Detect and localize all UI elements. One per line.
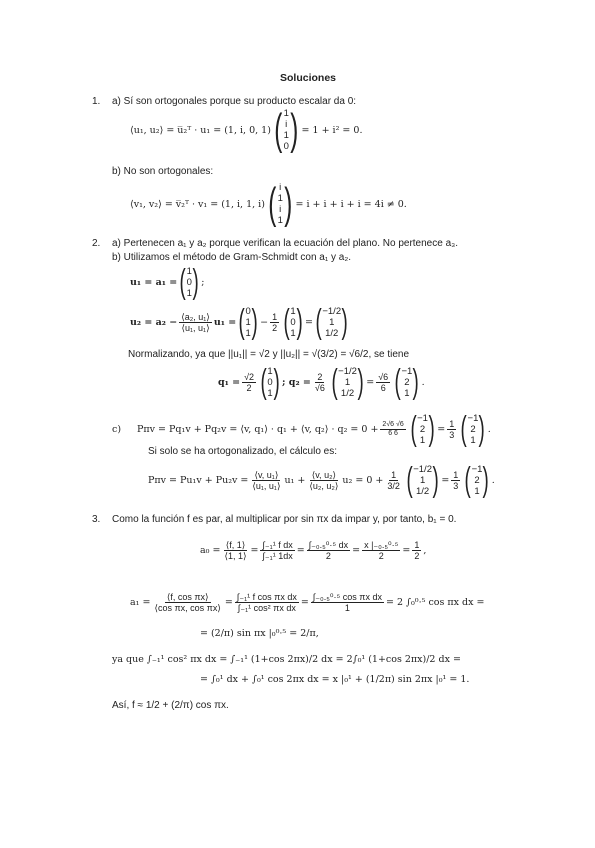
p2-q2-end: . <box>421 376 425 388</box>
p2-q2-vector2: ( −1 2 1 ) <box>394 363 420 401</box>
p2-u2-vector-a2: ( 0 1 1 ) <box>238 303 258 341</box>
p2-q2-eq2: = <box>366 376 375 388</box>
p2-u1-end: ; <box>201 276 205 288</box>
problem-number-2: 2. <box>92 238 101 249</box>
p2-q1-frac: $\frac{√2}{2}$ <box>244 371 255 393</box>
p1-a-vector: ( 1 i 1 0 ) <box>274 105 299 154</box>
p2-c2-end: . <box>491 474 495 486</box>
p2-c2-vector2: ( −1 2 1 ) <box>464 461 490 499</box>
page-title: Soluciones <box>280 72 337 84</box>
p2-c-eq2: = <box>437 423 446 435</box>
p3-a0-f3: $\frac{\text{∫₋₀.₅⁰·⁵ dx}}{2}$ <box>308 539 349 561</box>
p3-a0-f2: $\frac{\text{∫₋₁¹ f dx}}{\text{∫₋₁¹ 1dx}}$ <box>262 539 293 561</box>
p3-asi: Así, f ≈ 1/2 + (2/π) cos πx. <box>112 700 229 711</box>
p2-c2-f4: $\frac{1}{3}$ <box>453 469 459 491</box>
p2-u1-lhs: u₁ = a₁ = <box>130 276 178 288</box>
p3-a1-f1: $\frac{\text{⟨f, cos πx⟩}}{\text{⟨cos πx, cos πx⟩}}$ <box>154 591 221 613</box>
p2-c2-eq: Pπv = Pu₁v + Pu₂v = <box>148 474 249 486</box>
p2-q2-frac: $\frac{2}{√6}$ <box>314 371 325 393</box>
p2-u1-equation <box>130 262 204 302</box>
problem-number-3: 3. <box>92 514 101 525</box>
p2-c-vector2: ( −1 2 1 ) <box>460 410 486 448</box>
p2-c-end: . <box>487 423 491 435</box>
p3-a0-f1: $\frac{⟨f, 1⟩}{⟨1, 1⟩}$ <box>224 539 247 561</box>
p2-u2-vector-u1: ( 1 0 1 ) <box>283 303 303 341</box>
p1-a-equation <box>130 104 362 156</box>
p3-a1-line2: = (2/π) sin πx |₀⁰·⁵ = 2/π, <box>200 628 319 639</box>
p2-c2-equation <box>148 458 495 502</box>
p2-c-text2: Si solo se ha ortogonalizado, el cálculo es: <box>148 446 338 457</box>
p1-b-text: b) No son ortogonales: <box>112 166 214 177</box>
p2-u2-minus: − <box>260 316 269 328</box>
p2-q-equation <box>218 360 425 404</box>
p3-a0-lhs: a₀ = <box>200 544 221 556</box>
p3-a1-f3: $\frac{\text{∫₋₀.₅⁰·⁵ cos πx dx}}{1}$ <box>312 591 382 613</box>
p2-q2-frac2: $\frac{√6}{6}$ <box>378 371 389 393</box>
p2-c2-f3: $\frac{1}{3/2}$ <box>387 469 400 491</box>
p2-c-label: c) <box>112 423 122 435</box>
p3-a1-f2: $\frac{\text{∫₋₁¹ f cos πx dx}}{\text{∫₋₁¹ cos² πx dx}}$ <box>236 591 297 613</box>
p3-text1: Como la función f es par, al multiplicar por sin πx da impar y, por tanto, b₁ = 0. <box>112 514 457 525</box>
p1-a-eq-left: ⟨u₁, u₂⟩ = u̅₂ᵀ · u₁ = (1, i, 0, 1) <box>130 124 271 136</box>
p3-a1-rest: = 2 ∫₀⁰·⁵ cos πx dx = <box>385 596 485 608</box>
p2-c2-f1: $\frac{\text{⟨v, u₁⟩}}{\text{⟨u₁, u₁⟩}}$ <box>252 469 281 491</box>
p1-a-text: a) Sí son ortogonales porque su producto escalar da 0: <box>112 96 357 107</box>
p2-u2-frac: $\frac{\text{⟨a₂, u₁⟩}}{\text{⟨u₁, u₁⟩}}$ <box>181 311 210 333</box>
p2-u2-equation <box>130 302 350 342</box>
p2-u2-lhs: u₂ = a₂ − <box>130 316 178 328</box>
p2-c2-mid2: u₂ = 0 + <box>342 474 384 486</box>
p2-b-text: b) Utilizamos el método de Gram-Schmidt con a₁ y a₂. <box>112 252 352 263</box>
p1-b-equation <box>130 178 407 230</box>
p2-norm-text: Normalizando, ya que ||u₁|| = √2 y ||u₂|| = √(3/2) = √6/2, se tiene <box>128 349 410 360</box>
p3-a0-equation: a₀ = $\frac{⟨f, 1⟩}{⟨1, 1⟩}$ = $\frac{\text{∫₋₁¹ f dx}}{\text{∫₋₁¹ 1dx}}$ = $\frac{\text{∫₋₀.₅⁰·⁵ dx}}{2}$ = $\frac{\text{x |₋₀.₅⁰·⁵}}{2}$ = $\frac{1}{2}$ , <box>200 539 427 561</box>
p2-u2-half: $\frac{1}{2}$ <box>272 311 278 333</box>
p2-q1-vector: ( 1 0 1 ) <box>260 363 280 401</box>
p2-q2-vector: ( −1/2 1 1/2 ) <box>331 363 364 401</box>
p2-u2-eq2: = <box>305 316 314 328</box>
p1-b-vector: ( i 1 i 1 ) <box>268 179 293 228</box>
p3-a0-f4: $\frac{\text{x |₋₀.₅⁰·⁵}}{2}$ <box>364 539 399 561</box>
problem-number-1: 1. <box>92 96 101 107</box>
p1-b-eq-right: = i + i + i + i = 4i ≠ 0. <box>295 198 407 210</box>
p3-ya-que-2: = ∫₀¹ dx + ∫₀¹ cos 2πx dx = x |₀¹ + (1/2π) sin 2πx |₀¹ = 1. <box>200 674 470 685</box>
p2-c2-mid: u₁ + <box>284 474 306 486</box>
p3-a1-equation: a₁ = $\frac{\text{⟨f, cos πx⟩}}{\text{⟨cos πx, cos πx⟩}}$ = $\frac{\text{∫₋₁¹ f cos πx dx}}{\text{∫₋₁¹ cos² πx dx}}$ = $\frac{\text{∫₋₀.₅⁰·⁵ cos πx dx}}{1}$ = 2 ∫₀⁰·⁵ cos πx dx = <box>130 591 485 613</box>
p2-c-eq: Pπv = Pq₁v + Pq₂v = ⟨v, q₁⟩ · q₁ + ⟨v, q₂⟩ · q₂ = 0 + <box>137 423 379 435</box>
p1-a-eq-right: = 1 + i² = 0. <box>301 124 363 136</box>
p3-a0-end: , <box>423 544 427 556</box>
p2-c-equation <box>112 408 491 450</box>
p2-c-third: $\frac{1}{3}$ <box>449 418 455 440</box>
p2-c2-f2: $\frac{\text{⟨v, u₂⟩}}{\text{⟨u₂, u₂⟩}}$ <box>309 469 339 491</box>
p2-c-frac: $\frac{2√6 √6}{6 6}$ <box>382 420 404 437</box>
p3-a0-f5: $\frac{1}{2}$ <box>414 539 420 561</box>
p1-b-eq-left: ⟨v₁, v₂⟩ = v̅₂ᵀ · v₁ = (1, i, 1, i) <box>130 198 265 210</box>
p2-u2-vector-result: ( −1/2 1 1/2 ) <box>315 303 348 341</box>
p2-u2-mid: u₁ = <box>213 316 237 328</box>
p3-a1-lhs: a₁ = <box>130 596 151 608</box>
p2-c2-eq2: = <box>441 474 450 486</box>
p2-c-vector: ( −1 2 1 ) <box>410 410 435 448</box>
p3-ya-que-1: ya que ∫₋₁¹ cos² πx dx = ∫₋₁¹ (1+cos 2πx)/2 dx = 2∫₀¹ (1+cos 2πx)/2 dx = <box>112 654 461 665</box>
p2-q1-lhs: q₁ = <box>218 376 241 388</box>
p2-u1-vector: ( 1 0 1 ) <box>179 263 199 301</box>
p2-q2-lhs: ; q₂ = <box>281 376 311 388</box>
p2-a-text: a) Pertenecen a₁ y a₂ porque verifican la ecuación del plano. No pertenece a₃. <box>112 238 458 249</box>
p2-c2-vector: ( −1/2 1 1/2 ) <box>406 461 439 499</box>
